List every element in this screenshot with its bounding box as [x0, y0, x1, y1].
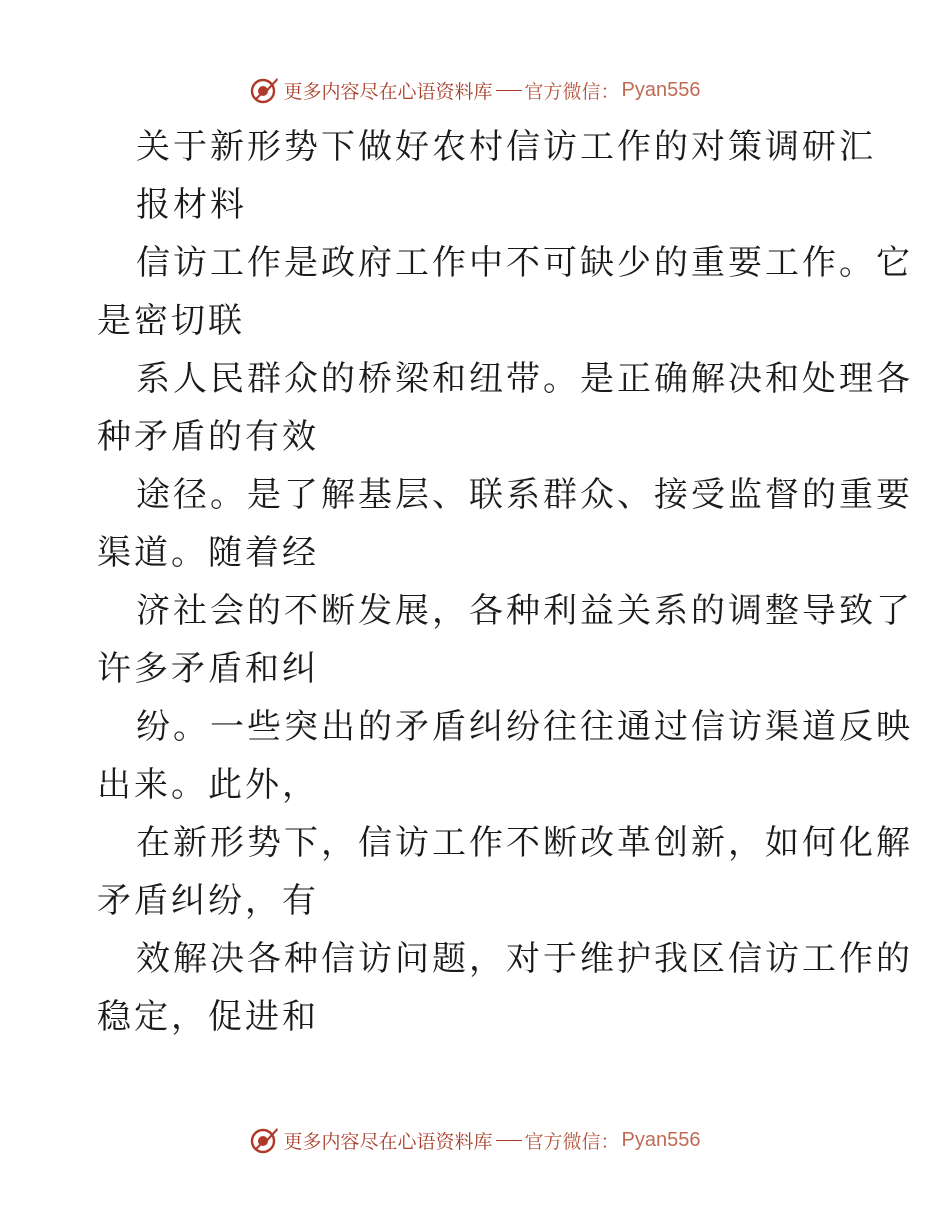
paragraph-line: 信访工作是政府工作中不可缺少的重要工作。它 [136, 243, 913, 283]
paragraph-line: 是密切联 [97, 301, 245, 341]
banner-dash [496, 90, 522, 91]
quill-seal-logo-icon [250, 75, 280, 105]
paragraph-line: 矛盾纠纷，有 [97, 881, 319, 921]
title-line-2: 报材料 [136, 185, 247, 225]
banner-main-text: 更多内容尽在心语资料库 [283, 1130, 493, 1153]
banner-dash [496, 1140, 522, 1141]
quill-seal-logo-icon [250, 1125, 280, 1155]
banner-wechat-id: Pyan556 [621, 1128, 701, 1151]
paragraph-line: 种矛盾的有效 [97, 417, 319, 457]
paragraph-line: 纷。一些突出的矛盾纠纷往往通过信访渠道反映 [136, 707, 913, 747]
banner-wechat-id: Pyan556 [621, 78, 701, 101]
paragraph-line: 途径。是了解基层、联系群众、接受监督的重要 [136, 475, 913, 515]
paragraph-line: 稳定，促进和 [97, 997, 319, 1037]
title-line-1: 关于新形势下做好农村信访工作的对策调研汇 [136, 127, 876, 167]
paragraph-line: 系人民群众的桥梁和纽带。是正确解决和处理各 [136, 359, 913, 399]
paragraph-line: 出来。此外， [97, 765, 319, 805]
paragraph-line: 渠道。随着经 [97, 533, 319, 573]
paragraph-line: 许多矛盾和纠 [97, 649, 319, 689]
banner-wechat-label: 官方微信： [524, 80, 620, 103]
header-banner [0, 70, 950, 110]
paragraph-line: 济社会的不断发展，各种利益关系的调整导致了 [136, 591, 913, 631]
banner-main-text: 更多内容尽在心语资料库 [283, 80, 493, 103]
banner-wechat-label: 官方微信： [524, 1130, 620, 1153]
paragraph-line: 效解决各种信访问题，对于维护我区信访工作的 [136, 939, 913, 979]
paragraph-line: 在新形势下，信访工作不断改革创新，如何化解 [136, 823, 913, 863]
footer-banner [0, 1120, 950, 1160]
